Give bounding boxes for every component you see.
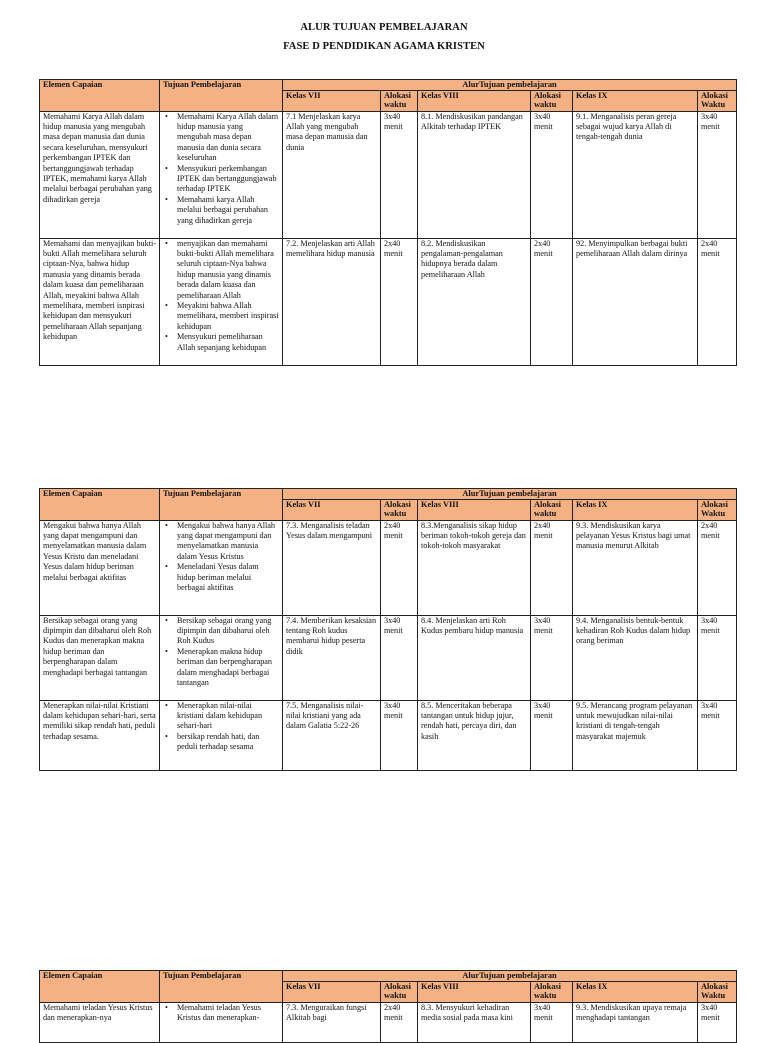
header-tujuan: Tujuan Pembelajaran: [160, 80, 283, 112]
cell-kelas-9: 9.1. Menganalisis peran gereja sebagai wujud karya Allah di tengah-tengah dunia: [573, 111, 698, 238]
document-subtitle: FASE D PENDIDIKAN AGAMA KRISTEN: [283, 41, 485, 52]
list-item: • bersikap rendah hati, dan peduli terhadap sesama: [177, 732, 279, 753]
header-alokasi-9: Alokasi Waktu: [698, 499, 737, 520]
cell-kelas-7: 7.3. Menganalisis teladan Yesus dalam mengampuni: [283, 520, 381, 615]
list-item: • Meyakini bahwa Allah memelihara, memberi inspirasi kehidupan: [177, 301, 279, 332]
list-item: • menyajikan dan memahami bukti-bukti Allah memelihara seluruh ciptaan-Nya bahwa hidup manusia yang dinamis berada dalam kuasa dan pemeliharaan Allah: [177, 239, 279, 301]
cell-tujuan: [160, 615, 283, 700]
cell-alokasi-8: 3x40 menit: [531, 111, 573, 238]
cell-alokasi-8: 3x40 menit: [531, 615, 573, 700]
cell-alokasi-8: 2x40 menit: [531, 520, 573, 615]
cell-alokasi-9: 3x40 menit: [698, 111, 737, 238]
header-alokasi-7: Alokasi waktu: [381, 981, 418, 1002]
cell-kelas-9: 92. Menyimpulkan berbagai bukti pemeliharaan Allah dalam dirinya: [573, 238, 698, 365]
header-kelas-7: Kelas VII: [283, 90, 381, 111]
cell-alokasi-9: 3x40 menit: [698, 615, 737, 700]
table-row: [40, 520, 737, 615]
cell-elemen: Bersikap sebagai orang yang dipimpin dan dibaharui oleh Roh Kudus dan menerapkan makna hidup beriman dan berpengharapan dalam menghadapi berbagai tantangan: [40, 615, 160, 700]
cell-alokasi-9: 3x40 menit: [698, 700, 737, 770]
list-item: • Menerapkan nilai-nilai kristiani dalam kehidupan sehari-hari: [177, 701, 279, 732]
cell-tujuan: [160, 1002, 283, 1042]
header-tujuan: Tujuan Pembelajaran: [160, 489, 283, 521]
cell-kelas-8: 8.5. Menceritakan beberapa tantangan untuk hidup jujur, rendah hati, percaya diri, dan kasih: [418, 700, 531, 770]
header-alokasi-8: Alokasi waktu: [531, 499, 573, 520]
cell-elemen: Menerapkan nilai-nilai Kristiani dalam kehidupan sehari-hari, serta memiliki sikap rendah hati, peduli terhadap sesama.: [40, 700, 160, 770]
list-item: • Memahami teladan Yesus Kristus dan menerapkan-: [177, 1003, 279, 1024]
cell-alokasi-7: 3x40 menit: [381, 111, 418, 238]
table-row: [40, 238, 737, 365]
cell-tujuan: [160, 520, 283, 615]
cell-kelas-8: 8.1. Mendiskusikan pandangan Alkitab terhadap IPTEK: [418, 111, 531, 238]
cell-kelas-7: 7.4. Memberikan kesaksian tentang Roh kudus membarui hidup peserta didik: [283, 615, 381, 700]
cell-elemen: Memahami teladan Yesus Kristus dan menerapkan-nya: [40, 1002, 160, 1042]
atp-table-1: [39, 79, 737, 366]
cell-elemen: Mengakui bahwa hanya Allah yang dapat mengampuni dan menyelamatkan manusia dalam Yesus Kristu dan meneladani Yesus dalam hidup beriman melalui berbagai aktifitas: [40, 520, 160, 615]
table-row: [40, 700, 737, 770]
header-elemen: Elemen Capaian: [40, 80, 160, 112]
atp-table-2: [39, 488, 737, 771]
document-title: ALUR TUJUAN PEMBELAJARAN: [300, 22, 468, 33]
header-kelas-8: Kelas VIII: [418, 90, 531, 111]
header-kelas-7: Kelas VII: [283, 981, 381, 1002]
header-alokasi-9: Alokasi Waktu: [698, 90, 737, 111]
cell-kelas-7: 7.5. Menganalisis nilai-nilai kristiani yang ada dalam Galatia 5:22-26: [283, 700, 381, 770]
header-kelas-9: Kelas IX: [573, 90, 698, 111]
list-item: • Mengakui bahwa hanya Allah yang dapat mengampuni dan menyelamatkan manusia dalam Yesus Kristus: [177, 521, 279, 563]
cell-alokasi-8: 2x40 menit: [531, 238, 573, 365]
list-item: • Memahami karya Allah melalui berbagai perubahan yang dihadirkan gereja: [177, 195, 279, 226]
list-item: • Menerapkan makna hidup beriman dan berpengharapan dalam menghadapi berbagai tantangan: [177, 647, 279, 689]
cell-tujuan: [160, 700, 283, 770]
cell-elemen: Memahami Karya Allah dalam hidup manusia yang mengubah masa depan manusia dan dunia secara keseluruhan, mensyukuri perkembangan IPTEK dan bertanggungjawab terhadap IPTEK, memahami karya Allah melalui berbagai perubahan yang dihadirkan gereja: [40, 111, 160, 238]
list-item: • Meneladani Yesus dalam hidup beriman melalui berbagai aktifitas: [177, 562, 279, 593]
cell-alokasi-7: 3x40 menit: [381, 700, 418, 770]
header-kelas-9: Kelas IX: [573, 499, 698, 520]
cell-kelas-7: 7.2. Menjelaskan arti Allah memelihara hidup manusia: [283, 238, 381, 365]
cell-alokasi-7: 3x40 menit: [381, 615, 418, 700]
cell-kelas-9: 9.4. Menganalisis bentuk-bentuk kehadiran Roh Kudus dalam hidup orang beriman: [573, 615, 698, 700]
cell-kelas-8: 8.3.Menganalisis sikap hidup beriman tokoh-tokoh gereja dan tokoh-tokoh masyarakat: [418, 520, 531, 615]
table-row: [40, 1002, 737, 1042]
header-alur: AlurTujuan pembelajaran: [283, 489, 737, 500]
header-alokasi-8: Alokasi waktu: [531, 981, 573, 1002]
header-alokasi-8: Alokasi waktu: [531, 90, 573, 111]
cell-alokasi-9: 2x40 menit: [698, 238, 737, 365]
cell-alokasi-8: 3x40 menit: [531, 700, 573, 770]
header-alur: AlurTujuan pembelajaran: [283, 971, 737, 982]
cell-kelas-9: 9.3. Mendiskusikan karya pelayanan Yesus Kristus bagi umat manusia menurut Alkitab: [573, 520, 698, 615]
list-item: • Memahami Karya Allah dalam hidup manusia yang mengubah masa depan manusia dan dunia secara keseluruhan: [177, 112, 279, 164]
header-elemen: Elemen Capaian: [40, 489, 160, 521]
table-row: [40, 111, 737, 238]
header-alur: AlurTujuan pembelajaran: [283, 80, 737, 91]
cell-kelas-8: 8.3. Mensyukuri kehadiran media sosial pada masa kini: [418, 1002, 531, 1042]
atp-table-3: [39, 970, 737, 1043]
header-kelas-8: Kelas VIII: [418, 981, 531, 1002]
header-alokasi-7: Alokasi waktu: [381, 90, 418, 111]
list-item: • Bersikap sebagai orang yang dipimpin dan dibaharui oleh Roh Kudus: [177, 616, 279, 647]
cell-kelas-7: 7.3. Menguraikan fungsi Alkitab bagi: [283, 1002, 381, 1042]
cell-elemen: Memahami dan menyajikan bukti-bukti Allah memelihara seluruh ciptaan-Nya, bahwa hidup manusia yang dinamis berada dalam kuasa dan pemeliharaan Allah, meyakini bahwa Allah memelihara, memberi isnpirasi kehidupan dan mensyukuri pemeliharaan Allah sepanjang kehidupan: [40, 238, 160, 365]
list-item: • Mensyukuri perkembangan IPTEK dan bertanggungjawab terhadap IPTEK: [177, 164, 279, 195]
cell-tujuan: [160, 111, 283, 238]
cell-kelas-7: 7.1 Menjelaskan karya Allah yang mengubah masa depan manusia dan dunia: [283, 111, 381, 238]
table-row: [40, 615, 737, 700]
cell-alokasi-9: 3x40 menit: [698, 1002, 737, 1042]
header-kelas-9: Kelas IX: [573, 981, 698, 1002]
header-alokasi-9: Alokasi Waktu: [698, 981, 737, 1002]
cell-kelas-8: 8.4. Menjelaskan arti Roh Kudus pembaru hidup manusia: [418, 615, 531, 700]
cell-alokasi-9: 2x40 menit: [698, 520, 737, 615]
header-kelas-8: Kelas VIII: [418, 499, 531, 520]
header-kelas-7: Kelas VII: [283, 499, 381, 520]
cell-alokasi-7: 2x40 menit: [381, 1002, 418, 1042]
cell-alokasi-7: 2x40 menit: [381, 238, 418, 365]
cell-kelas-9: 9.5. Merancang program pelayanan untuk mewujudkan nilai-nilai kristiani di tengah-tengah masyarakat majemuk: [573, 700, 698, 770]
cell-tujuan: [160, 238, 283, 365]
cell-kelas-9: 9.3. Mendiskusikan upaya remaja menghadapi tantangan: [573, 1002, 698, 1042]
header-tujuan: Tujuan Pembelajaran: [160, 971, 283, 1003]
list-item: • Mensyukuri pemeliharaan Allah sepanjang kehidupan: [177, 332, 279, 353]
header-elemen: Elemen Capaian: [40, 971, 160, 1003]
header-alokasi-7: Alokasi waktu: [381, 499, 418, 520]
cell-alokasi-8: 3x40 menit: [531, 1002, 573, 1042]
cell-alokasi-7: 2x40 menit: [381, 520, 418, 615]
cell-kelas-8: 8.2. Mendiskusikan pengalaman-pengalaman hidupnya berada dalam pemeliharaan Allah: [418, 238, 531, 365]
